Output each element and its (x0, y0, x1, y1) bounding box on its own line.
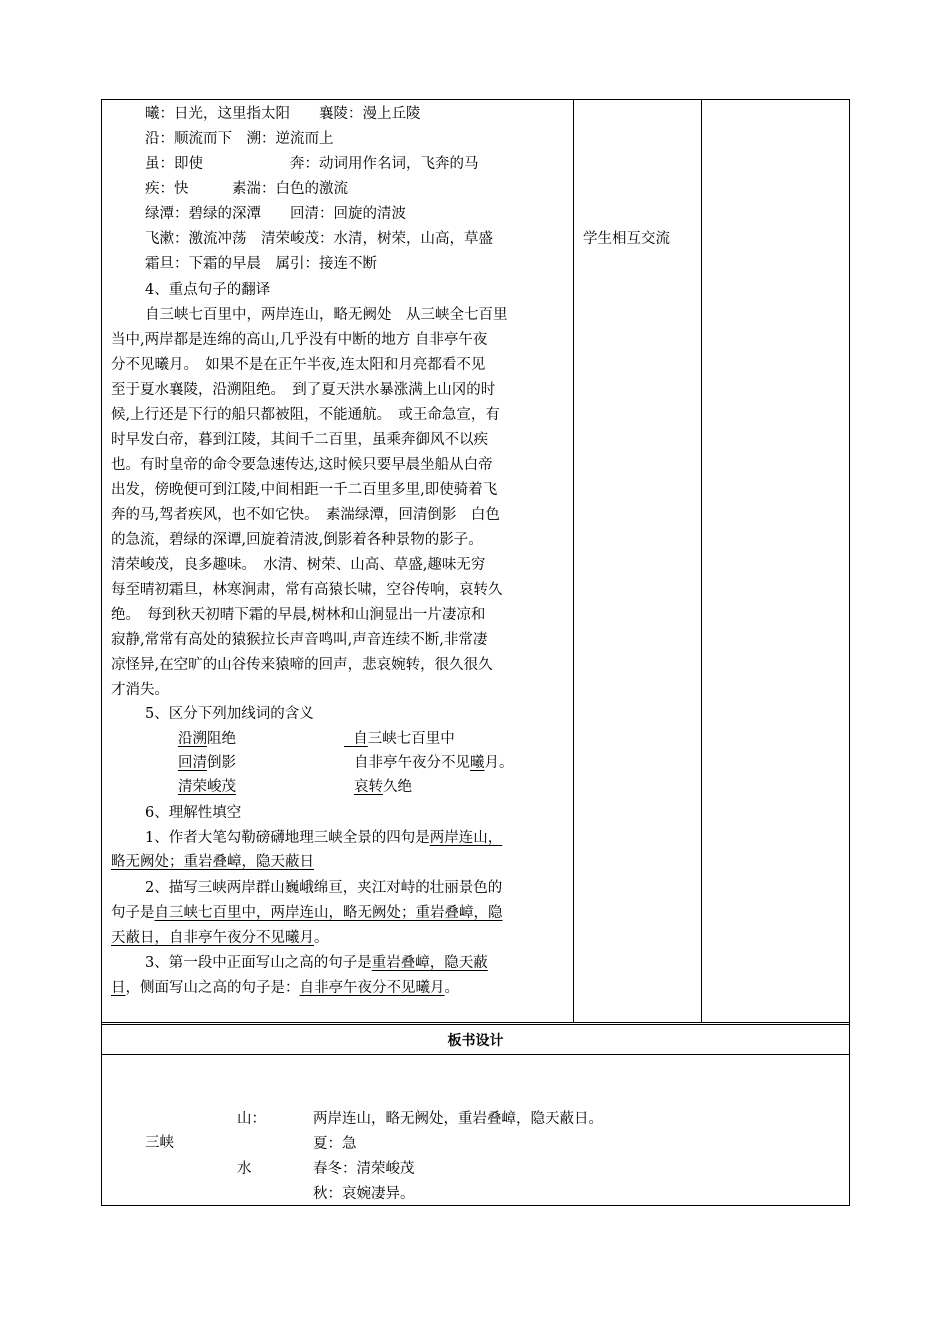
answer-text: 自三峡七百里中，两岸连山，略无阙处；重岩叠嶂，隐 (154, 905, 503, 921)
underlined-word-pair (178, 729, 236, 749)
translation-line: 寂静,常常有高处的猿猴拉长声音鸣叫,声音连续不断,非常凄 (111, 632, 488, 648)
table-border-bottom (101, 1205, 850, 1206)
question-text: 1、作者大笔勾勒磅礴地理三峡全景的四句是 (145, 830, 430, 846)
translation-line: 分不见曦月。 如果不是在正午半夜,连太阳和月亮都看不见 (111, 357, 486, 373)
phrase-rest: 久绝 (383, 779, 412, 795)
fill-question-2-cont (111, 928, 329, 948)
student-activity: 学生相互交流 (583, 231, 670, 247)
vocab-line: 沿：顺流而下 溯：逆流而上 (145, 131, 334, 147)
translation-line: 奔的马,驾者疾风，也不如它快。 素湍绿潭，回清倒影 白色 (111, 507, 500, 523)
board-autumn: 秋：哀婉凄异。 (313, 1186, 415, 1202)
section-4-heading: 4、重点句子的翻译 (145, 282, 271, 298)
translation-line: 才消失。 (111, 682, 169, 698)
translation-line: 每至晴初霜旦，林寒涧肃，常有高猿长啸，空谷传响，哀转久 (111, 582, 503, 598)
fill-question-2-cont (111, 903, 503, 923)
translation-line: 时早发白帝，暮到江陵，其间千二百里，虽乘奔御风不以疾 (111, 432, 488, 448)
row-divider-header-end (101, 1054, 850, 1055)
underlined-word (344, 731, 368, 747)
question-text: 。 (314, 930, 329, 946)
fill-question-3-cont (111, 978, 459, 998)
underlined-word: 哀转 (354, 779, 383, 795)
underlined-word-pair (178, 753, 236, 773)
phrase-rest: 三峡七百里中 (367, 731, 455, 747)
translation-line: 凉怪异,在空旷的山谷传来猿啼的回声，悲哀婉转，很久很久 (111, 657, 493, 673)
translation-line: 候,上行还是下行的船只都被阻，不能通航。 或王命急宣，有 (111, 407, 500, 423)
row-divider-content-end-2 (101, 1024, 850, 1025)
underlined-word-text: 自 (353, 731, 368, 747)
underlined-word-pair (178, 777, 236, 797)
fill-question-3 (145, 953, 488, 973)
board-mountain-text: 两岸连山，略无阙处，重岩叠嶂，隐天蔽日。 (313, 1111, 603, 1127)
vocab-line: 飞漱：激流冲荡 清荣峻茂：水清，树荣，山高，草盛 (145, 231, 493, 247)
translation-line: 绝。 每到秋天初晴下霜的早晨,树林和山涧显出一片凄凉和 (111, 607, 486, 623)
board-topic: 三峡 (145, 1135, 174, 1151)
section-5-heading: 5、区分下列加线词的含义 (145, 706, 314, 722)
answer-text: 自非亭午夜分不见曦月 (299, 980, 445, 996)
board-spring-winter: 春冬：清荣峻茂 (313, 1161, 415, 1177)
question-text: ，侧面写山之高的句子是： (125, 980, 300, 996)
vocab-line: 霜旦：下霜的早晨 属引：接连不断 (145, 256, 377, 272)
vocab-line: 虽：即使 奔：动词用作名词，飞奔的马 (145, 156, 479, 172)
fill-question-2 (145, 878, 502, 898)
fill-question-1-cont (111, 852, 314, 872)
translation-line: 自三峡七百里中，两岸连山，略无阙处 从三峡全七百里 (145, 307, 508, 323)
phrase-rest: 倒影 (207, 755, 236, 771)
answer-text: 两岸连山， (429, 830, 503, 846)
vocab-line: 疾：快 素湍：白色的激流 (145, 181, 348, 197)
phrase-rest: 月。 (484, 755, 514, 771)
row-divider-content-end (101, 1022, 850, 1023)
underlined-word: 回清 (178, 755, 207, 771)
fill-question-1 (145, 828, 502, 848)
answer-text: 重岩叠嶂，隐天蔽 (371, 955, 488, 971)
answer-text: 日 (111, 980, 126, 996)
phrase-rest: 自非亭午夜分不见 (354, 755, 470, 771)
board-summer: 夏：急 (313, 1136, 357, 1152)
translation-line: 至于夏水襄陵，沿溯阻绝。 到了夏天洪水暴涨满上山冈的时 (111, 382, 496, 398)
question-text: 。 (444, 980, 459, 996)
translation-line: 出发，傍晚便可到江陵,中间相距一千二百里多里,即使骑着飞 (111, 482, 498, 498)
question-text: 2、描写三峡两岸群山巍峨绵亘，夹江对峙的壮丽景色的 (145, 880, 503, 896)
answer-text: 天蔽日，自非亭午夜分不见曦月 (111, 930, 314, 946)
table-border-right (849, 99, 850, 1206)
translation-line: 也。有时皇帝的命令要急速传达,这时候只要早晨坐船从白帝 (111, 457, 493, 473)
answer-text: 略无阙处；重岩叠嶂，隐天蔽日 (111, 854, 314, 870)
board-mountain-label: 山： (237, 1111, 266, 1127)
translation-line: 当中,两岸都是连绵的高山,几乎没有中断的地方 自非亭午夜 (111, 332, 488, 348)
question-text: 3、第一段中正面写山之高的句子是 (145, 955, 372, 971)
underlined-word-pair (354, 777, 412, 797)
question-text: 句子是 (111, 905, 155, 921)
underlined-word: 曦 (470, 755, 485, 771)
translation-line: 清荣峻茂，良多趣味。 水清、树荣、山高、草盛,趣味无穷 (111, 557, 486, 573)
column-divider-2 (701, 99, 702, 1022)
section-6-heading: 6、理解性填空 (145, 805, 242, 821)
underlined-word-pair (354, 753, 514, 773)
vocab-line: 曦：日光，这里指太阳 襄陵：漫上丘陵 (145, 106, 421, 122)
phrase-rest: 阻绝 (207, 731, 236, 747)
board-water-label: 水 (237, 1161, 252, 1177)
translation-line: 的急流，碧绿的深谭,回旋着清波,倒影着各种景物的影子。 (111, 532, 483, 548)
underlined-word: 清荣峻茂 (178, 779, 236, 795)
vocab-line: 绿潭：碧绿的深潭 回清：回旋的清波 (145, 206, 406, 222)
underlined-word-pair (344, 729, 455, 749)
board-design-header: 板书设计 (447, 1033, 504, 1049)
table-border-top (101, 99, 850, 100)
underlined-word: 沿溯 (178, 731, 207, 747)
column-divider-1 (573, 99, 574, 1022)
